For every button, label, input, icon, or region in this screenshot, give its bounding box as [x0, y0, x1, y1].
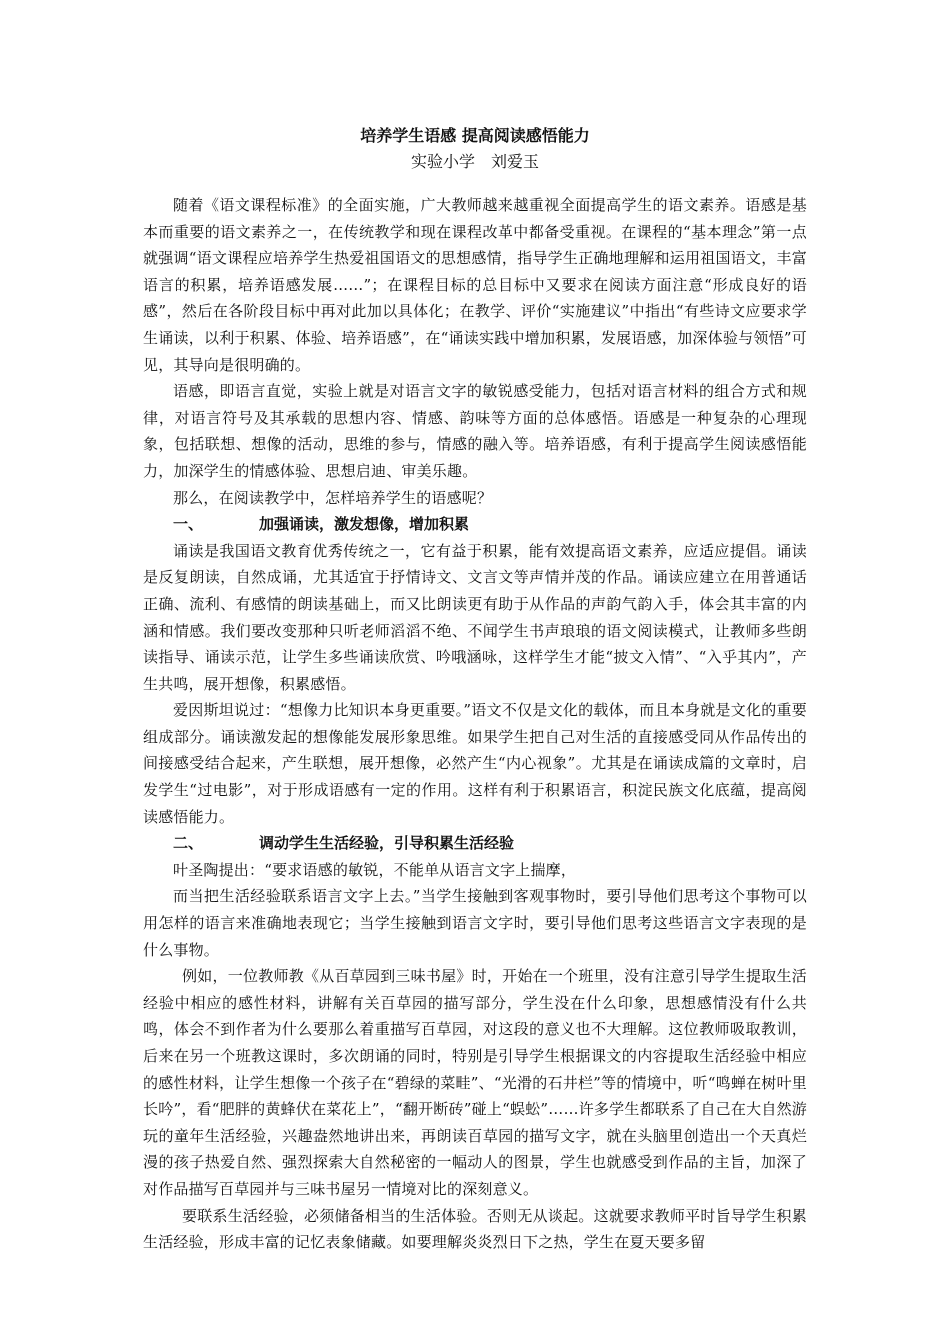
paragraph: 而当把生活经验联系语言文字上去。”当学生接触到客观事物时，要引导他们思考这个事物可以用怎样的语言来准确地表现它；当学生接触到语言文字时，要引导他们思考这些语言文字表现的是什么事物。 — [143, 887, 807, 959]
section-heading-number: 一、 — [173, 515, 204, 534]
document-author: 实验小学 刘爱玉 — [410, 152, 539, 171]
document-title: 培养学生语感 提高阅读感悟能力 — [360, 126, 590, 145]
section-heading-text: 调动学生生活经验，引导积累生活经验 — [259, 834, 515, 853]
paragraph: 那么，在阅读教学中，怎样培养学生的语感呢？ — [173, 488, 493, 507]
section-heading-number: 二、 — [173, 834, 204, 853]
paragraph: 爱因斯坦说过：“想像力比知识本身更重要。”语文不仅是文化的载体，而且本身就是文化的重要组成部分。诵读激发起的想像能发展形象思维。如果学生把自己对生活的直接感受同从作品传出的间接感受结合起来，产生联想，展开想像，必然产生“内心视象”。尤其是在诵读成篇的文章时，启发学生“过电影”，对于形成语感有一定的作用。这样有利于积累语言，积淀民族文化底蕴，提高阅读感悟能力。 — [143, 701, 807, 826]
section-heading — [143, 511, 807, 538]
paragraph: 叶圣陶提出：“要求语感的敏锐，不能单从语言文字上揣摩， — [173, 860, 577, 879]
paragraph: 要联系生活经验，必须储备相当的生活体验。否则无从谈起。这就要求教师平时旨导学生积累生活经验，形成丰富的记忆表象储藏。如要理解炎炎烈日下之热，学生在夏天要多留 — [143, 1206, 807, 1252]
paragraph: 例如，一位教师教《从百草园到三味书屋》时，开始在一个班里，没有注意引导学生提取生活经验中相应的感性材料，讲解有关百草园的描写部分，学生没在什么印象，思想感情没有什么共鸣，体会不到作者为什么要那么着重描写百草园，对这段的意义也不大理解。这位教师吸取教训，后来在另一个班教这课时，多次朗诵的同时，特别是引导学生根据课文的内容提取生活经验中相应的感性材料，让学生想像一个孩子在“碧绿的菜畦”、“光滑的石井栏”等的情境中，听“鸣蝉在树叶里长吟”，看“肥胖的黄蜂伏在菜花上”，“翻开断砖”碰上“蜈蚣”……许多学生都联系了自己在大自然游玩的童年生活经验，兴趣盎然地讲出来，再朗读百草园的描写文字，就在头脑里创造出一个天真烂漫的孩子热爱自然、强烈探索大自然秘密的一幅动人的图景，学生也就感受到作品的主旨，加深了对作品描写百草园并与三味书屋另一情境对比的深刻意义。 — [143, 967, 807, 1198]
paragraph: 随着《语文课程标准》的全面实施，广大教师越来越重视全面提高学生的语文素养。语感是基本而重要的语文素养之一，在传统教学和现在课程改革中都备受重视。在课程的“基本理念”第一点就强调“语文课程应培养学生热爱祖国语文的思想感情，指导学生正确地理解和运用祖国语文，丰富语言的积累，培养语感发展……”；在课程目标的总目标中又要求在阅读方面注意“形成良好的语感”，然后在各阶段目标中再对此加以具体化；在教学、评价“实施建议”中指出“有些诗文应要求学生诵读，以利于积累、体验、培养语感”，在“诵读实践中增加积累，发展语感，加深体验与领悟”可见，其导向是很明确的。 — [143, 196, 807, 374]
section-heading — [143, 830, 807, 857]
paragraph: 语感，即语言直觉，实验上就是对语言文字的敏锐感受能力，包括对语言材料的组合方式和规律，对语言符号及其承载的思想内容、情感、韵味等方面的总体感悟。语感是一种复杂的心理现象，包括联想、想像的活动，思维的参与，情感的融入等。培养语感，有利于提高学生阅读感悟能力，加深学生的情感体验、思想启迪、审美乐趣。 — [143, 382, 807, 480]
paragraph: 诵读是我国语文教育优秀传统之一，它有益于积累，能有效提高语文素养，应适应提倡。诵读是反复朗读，自然成诵，尤其适宜于抒情诗文、文言文等声情并茂的作品。诵读应建立在用普通话正确、流利、有感情的朗读基础上，而又比朗读更有助于从作品的声韵气韵入手，体会其丰富的内涵和情感。我们要改变那种只听老师滔滔不绝、不闻学生书声琅琅的语文阅读模式，让教师多些朗读指导、诵读示范，让学生多些诵读欣赏、吟哦涵咏，这样学生才能“披文入情”、“入乎其内”，产生共鸣，展开想像，积累感悟。 — [143, 541, 807, 693]
document-page — [143, 123, 807, 1256]
section-heading-text: 加强诵读，激发想像，增加积累 — [259, 515, 470, 534]
